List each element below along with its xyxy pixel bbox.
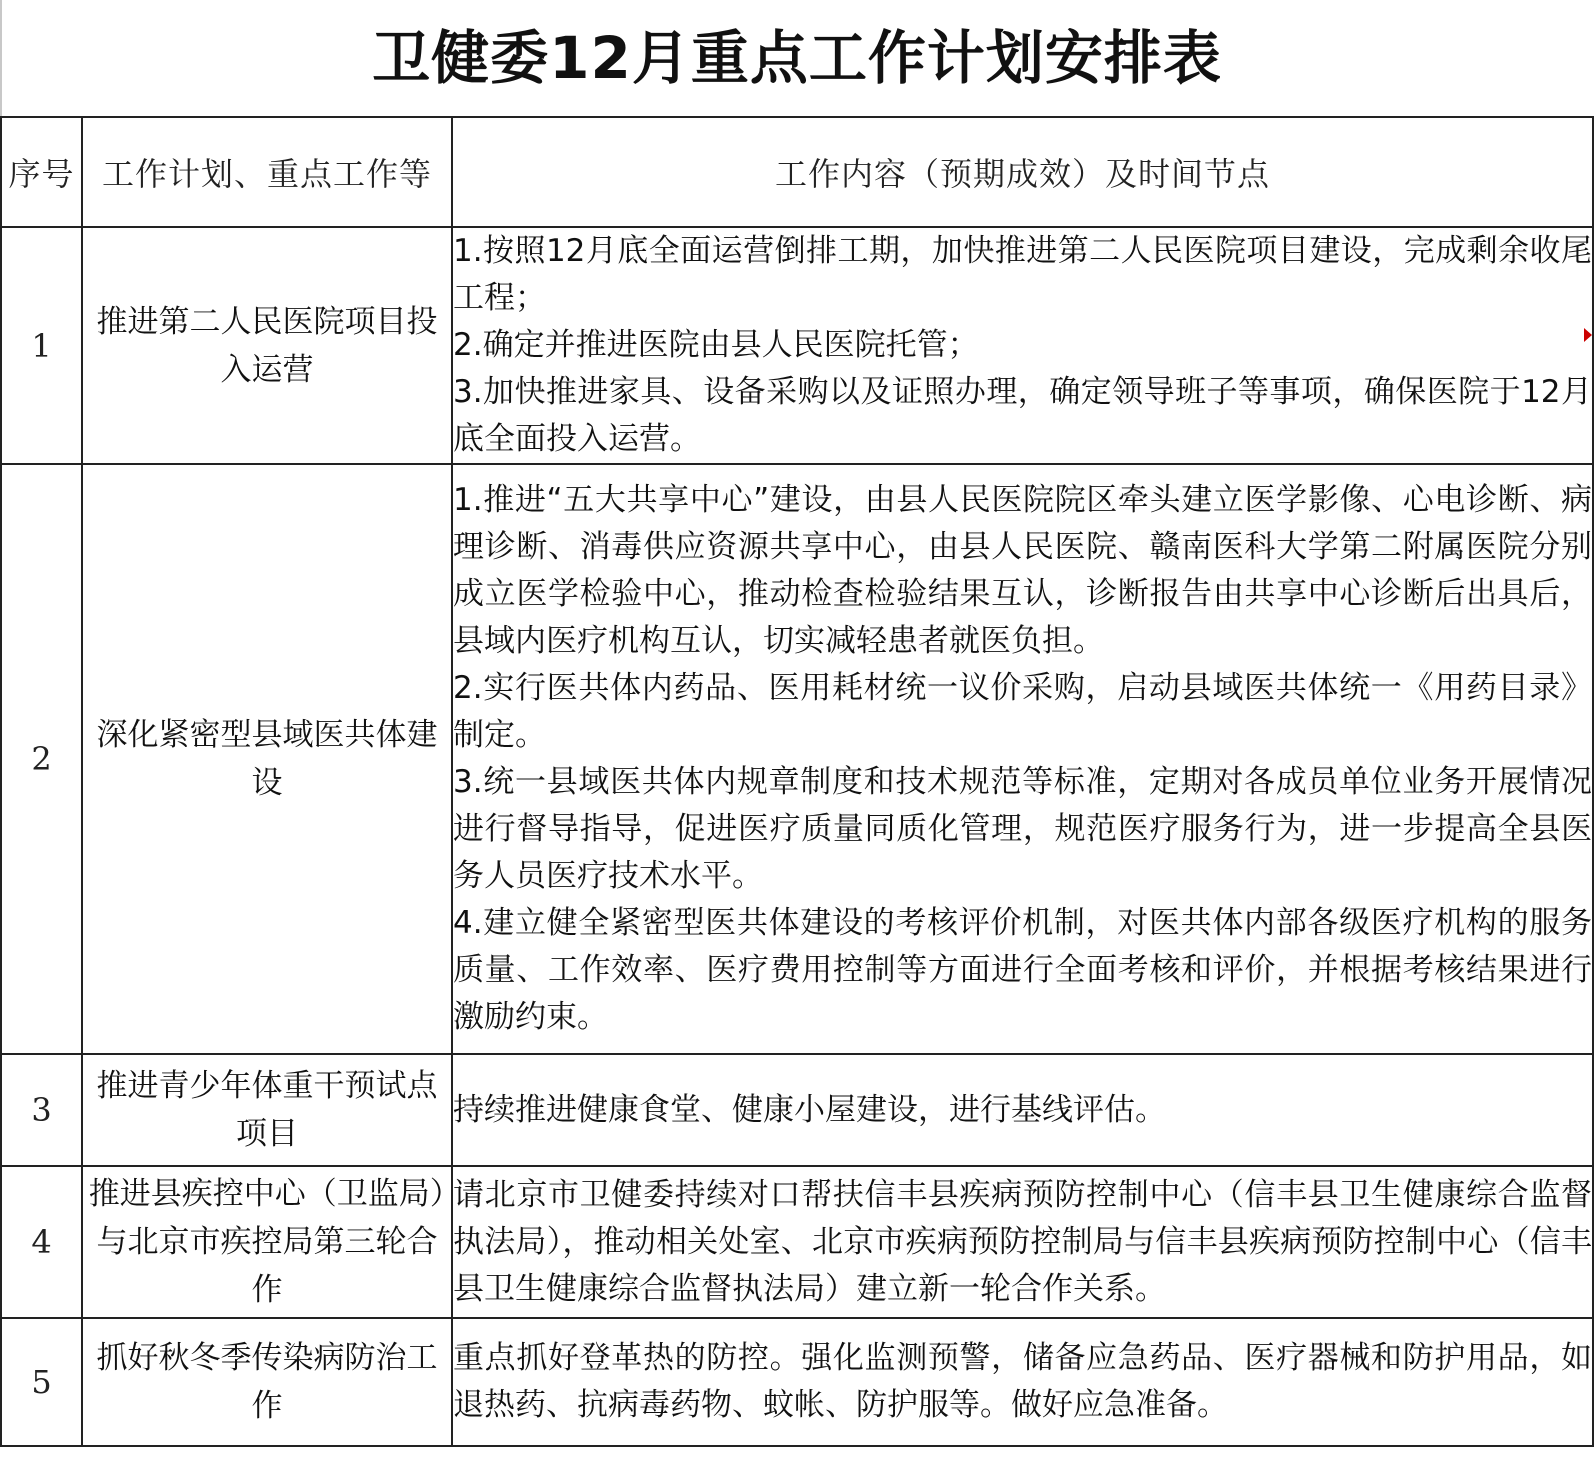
row-seq[interactable]: 1 xyxy=(1,227,82,464)
header-content[interactable]: 工作内容（预期成效）及时间节点 xyxy=(452,117,1593,227)
table-row xyxy=(1,1318,1593,1446)
row-content[interactable] xyxy=(452,1054,1593,1166)
page-title: 卫健委12月重点工作计划安排表 xyxy=(372,24,1222,92)
row-seq[interactable]: 5 xyxy=(1,1318,82,1446)
content-line: 重点抓好登革热的防控。强化监测预警，储备应急药品、医疗器械和防护用品，如退热药、抗病毒药物、蚊帐、防护服等。做好应急准备。 xyxy=(453,1340,1592,1423)
header-seq[interactable]: 序号 xyxy=(1,117,82,227)
content-line: 1.推进“五大共享中心”建设，由县人民医院院区牵头建立医学影像、心电诊断、病理诊断、消毒供应资源共享中心，由县人民医院、赣南医科大学第二附属医院分别成立医学检验中心，推动检查检验结果互认，诊断报告由共享中心诊断后出具后，县域内医疗机构互认，切实减轻患者就医负担。 xyxy=(453,482,1592,659)
row-plan[interactable]: 推进县疾控中心（卫监局）与北京市疾控局第三轮合作 xyxy=(82,1166,452,1318)
row-seq[interactable]: 3 xyxy=(1,1054,82,1166)
content-line: 1.按照12月底全面运营倒排工期，加快推进第二人民医院项目建设，完成剩余收尾工程； xyxy=(453,233,1592,316)
cell-comment-marker-icon[interactable] xyxy=(1584,328,1592,342)
header-plan[interactable]: 工作计划、重点工作等 xyxy=(82,117,452,227)
row-plan[interactable]: 推进第二人民医院项目投入运营 xyxy=(82,227,452,464)
row-content[interactable] xyxy=(452,464,1593,1054)
table-row xyxy=(1,1166,1593,1318)
content-line: 4.建立健全紧密型医共体建设的考核评价机制，对医共体内部各级医疗机构的服务质量、工作效率、医疗费用控制等方面进行全面考核和评价，并根据考核结果进行激励约束。 xyxy=(453,905,1592,1035)
content-line: 2.确定并推进医院由县人民医院托管； xyxy=(453,327,979,363)
table-row xyxy=(1,227,1593,464)
row-plan[interactable]: 推进青少年体重干预试点项目 xyxy=(82,1054,452,1166)
content-line: 3.加快推进家具、设备采购以及证照办理，确定领导班子等事项，确保医院于12月底全面投入运营。 xyxy=(453,374,1592,457)
work-plan-table xyxy=(0,116,1594,1447)
table-header-row xyxy=(1,117,1593,227)
row-plan[interactable]: 抓好秋冬季传染病防治工作 xyxy=(82,1318,452,1446)
row-content[interactable] xyxy=(452,227,1593,464)
table-row xyxy=(1,464,1593,1054)
content-line: 3.统一县域医共体内规章制度和技术规范等标准，定期对各成员单位业务开展情况进行督导指导，促进医疗质量同质化管理，规范医疗服务行为，进一步提高全县医务人员医疗技术水平。 xyxy=(453,764,1592,894)
content-line: 持续推进健康食堂、健康小屋建设，进行基线评估。 xyxy=(453,1091,1166,1128)
row-seq[interactable]: 4 xyxy=(1,1166,82,1318)
content-line: 请北京市卫健委持续对口帮扶信丰县疾病预防控制中心（信丰县卫生健康综合监督执法局），推动相关处室、北京市疾病预防控制局与信丰县疾病预防控制中心（信丰县卫生健康综合监督执法局）建立新一轮合作关系。 xyxy=(453,1176,1592,1307)
row-seq[interactable]: 2 xyxy=(1,464,82,1054)
row-plan[interactable]: 深化紧密型县域医共体建设 xyxy=(82,464,452,1054)
row-content[interactable] xyxy=(452,1318,1593,1446)
row-content[interactable] xyxy=(452,1166,1593,1318)
table-row xyxy=(1,1054,1593,1166)
content-line: 2.实行医共体内药品、医用耗材统一议价采购，启动县域医共体统一《用药目录》制定。 xyxy=(453,670,1592,753)
